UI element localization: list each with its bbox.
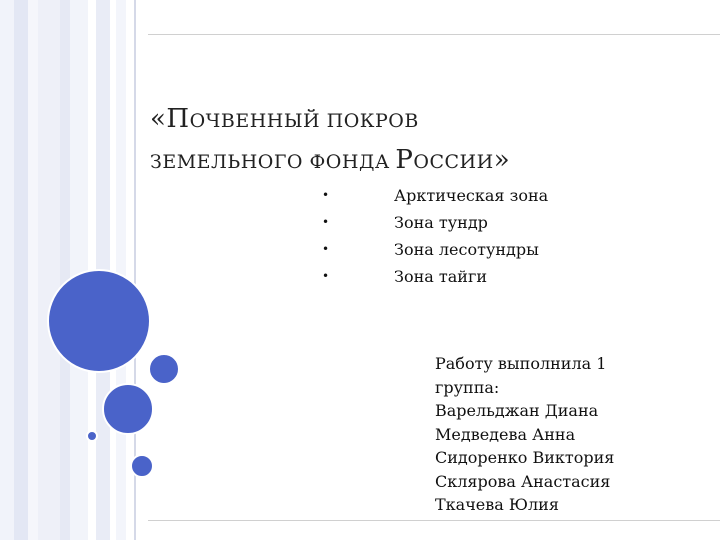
list-item-text: Зона тайги bbox=[394, 267, 487, 286]
author-name: Сидоренко Виктория bbox=[435, 448, 615, 467]
authors-line: Работу выполнила 1 bbox=[435, 354, 607, 373]
decor-circle-tiny bbox=[86, 430, 98, 442]
bullet-marker: • bbox=[322, 269, 330, 283]
decor-stripe-5 bbox=[60, 0, 70, 540]
list-item-text: Арктическая зона bbox=[394, 186, 549, 205]
decor-stripe-8 bbox=[116, 0, 126, 540]
list-item-text: Зона тундр bbox=[394, 213, 488, 232]
title-text-3: ОССИИ bbox=[413, 151, 494, 173]
title-initial-1: П bbox=[166, 104, 190, 134]
decor-circle-medium bbox=[102, 383, 154, 435]
title-text-2: ЗЕМЕЛЬНОГО ФОНДА bbox=[150, 151, 390, 173]
top-rule bbox=[148, 34, 720, 35]
bullet-marker: • bbox=[322, 215, 330, 229]
author-name: Медведева Анна bbox=[435, 424, 576, 444]
authors-line: группа: bbox=[435, 377, 500, 397]
title-line-1 bbox=[150, 100, 670, 141]
bullet-marker: • bbox=[322, 188, 330, 202]
list-item-text: Зона лесотундры bbox=[394, 240, 539, 259]
author-name: Ткачева Юлия bbox=[435, 495, 559, 514]
title-line-2 bbox=[150, 141, 670, 182]
author-name: Варельджан Диана bbox=[435, 401, 599, 420]
decor-stripe-4 bbox=[38, 0, 60, 540]
slide-title bbox=[150, 100, 670, 182]
bullet-marker: • bbox=[322, 242, 330, 256]
decor-circle-small-bottom bbox=[130, 454, 154, 478]
title-quote-open: « bbox=[150, 104, 167, 134]
decor-circle-small-top bbox=[148, 353, 180, 385]
decor-stripe-2 bbox=[14, 0, 28, 540]
bottom-rule bbox=[148, 520, 720, 521]
author-name: Склярова Анастасия bbox=[435, 471, 611, 491]
title-text-1: ОЧВЕННЫЙ ПОКРОВ bbox=[189, 110, 419, 132]
title-quote-close: » bbox=[493, 145, 511, 175]
decor-stripe-1 bbox=[0, 0, 14, 540]
title-initial-2: Р bbox=[395, 145, 414, 175]
authors-block bbox=[435, 352, 614, 517]
decor-stripe-3 bbox=[28, 0, 38, 540]
decor-circle-large bbox=[47, 269, 151, 373]
